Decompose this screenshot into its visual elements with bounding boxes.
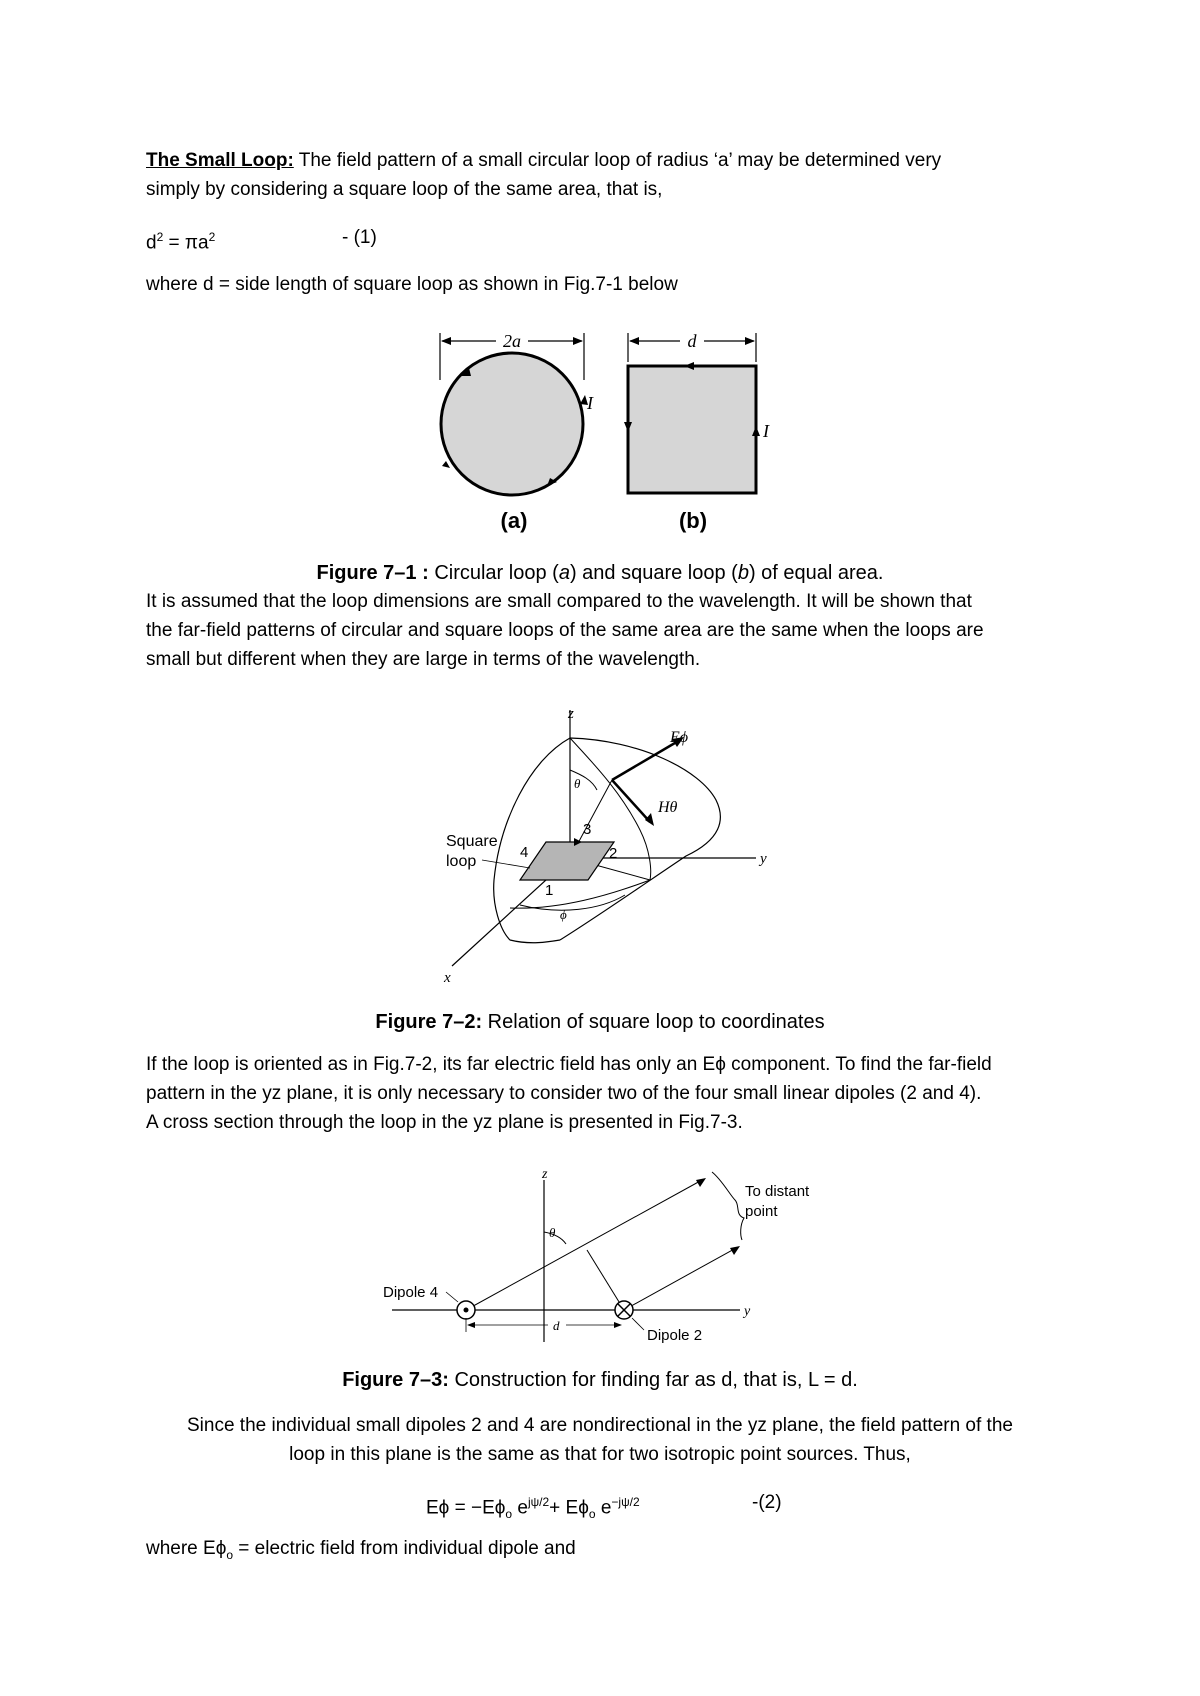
label-phi: ϕ <box>560 907 567 922</box>
subfig-b: (b) <box>678 508 708 533</box>
eq1-sup-lhs: 2 <box>156 230 164 244</box>
caption-part-1: Circular loop ( <box>428 562 559 584</box>
axis-y: y <box>760 851 767 867</box>
eq2-sup1: jψ/2 <box>527 1495 550 1509</box>
label-h-theta: Hθ <box>658 799 678 816</box>
label-to-distant: To distant <box>745 1183 810 1200</box>
axis-y: y <box>744 1304 751 1319</box>
caption-a: a <box>558 562 570 584</box>
section-title: The Small Loop: <box>146 150 294 171</box>
eq2-sub1: o <box>505 1507 513 1522</box>
para3-line-3: A cross section through the loop in the yz plane is presented in Fig.7-3. <box>146 1112 743 1133</box>
eq2-d: e <box>595 1497 612 1519</box>
caption-label: Figure 7–2: <box>375 1011 483 1033</box>
caption-label: Figure 7–1 : <box>316 562 429 584</box>
caption-b: b <box>737 562 749 584</box>
caption-text: Construction for finding far as d, that is, L = d. <box>448 1369 858 1391</box>
eq2-sub2: o <box>588 1507 596 1522</box>
where-e-line <box>146 1534 576 1570</box>
label-i-b: I <box>763 421 769 441</box>
where-e-sub: o <box>226 1547 234 1562</box>
where-e-a: where Eϕ <box>146 1538 227 1559</box>
eq2-b: e <box>512 1497 528 1519</box>
label-square: Square <box>446 833 498 850</box>
para2-line-1: It is assumed that the loop dimensions are small compared to the wavelength. It will be shown that <box>146 591 972 612</box>
label-point: point <box>745 1203 778 1220</box>
para3-line-2: pattern in the yz plane, it is only necessary to consider two of the four small linear dipoles (2 and 4). <box>146 1083 982 1104</box>
para4-line-2: loop in this plane is the same as that for two isotropic point sources. Thus, <box>289 1444 911 1465</box>
label-theta: θ <box>549 1225 556 1240</box>
eq2-sup2: −jψ/2 <box>611 1495 640 1509</box>
label-3: 3 <box>583 821 592 838</box>
axis-x: x <box>444 970 451 986</box>
caption-label: Figure 7–3: <box>342 1369 449 1391</box>
label-loop: loop <box>446 853 477 870</box>
label-2a: 2a <box>503 331 521 351</box>
figure-7-3-caption <box>0 1366 1200 1395</box>
equation-2 <box>426 1488 640 1529</box>
label-dipole-2: Dipole 2 <box>647 1327 703 1344</box>
equation-1-number: - (1) <box>342 227 377 248</box>
para4-line-1: Since the individual small dipoles 2 and 4 are nondirectional in the yz plane, the field pattern of the <box>187 1415 1013 1436</box>
label-dipole-4: Dipole 4 <box>383 1284 439 1301</box>
eq1-sup-rhs: 2 <box>208 230 216 244</box>
eq1-mid: = πa <box>163 232 209 254</box>
label-1: 1 <box>545 882 554 899</box>
axis-z: z <box>542 1167 548 1182</box>
para2-line-3: small but different when they are large in terms of the wavelength. <box>146 649 701 670</box>
label-4: 4 <box>520 844 529 861</box>
intro-line-2: simply by considering a square loop of the same area, that is, <box>146 179 663 200</box>
caption-part-3: ) of equal area. <box>748 562 884 584</box>
para3-line-1: If the loop is oriented as in Fig.7-2, its far electric field has only an Eϕ component. To find the far-field <box>146 1054 992 1075</box>
para2-line-2: the far-field patterns of circular and square loops of the same area are the same when the loops are <box>146 620 984 641</box>
intro-text: The field pattern of a small circular loop of radius ‘a’ may be determined very <box>293 150 942 171</box>
subfig-a: (a) <box>500 508 528 533</box>
caption-part-2: ) and square loop ( <box>569 562 738 584</box>
label-theta: θ <box>574 776 581 791</box>
caption-text: Relation of square loop to coordinates <box>482 1011 825 1033</box>
where-e-b: = electric field from individual dipole and <box>233 1538 576 1559</box>
label-i-a: I <box>587 393 593 413</box>
label-2: 2 <box>609 845 618 862</box>
eq2-c: + Eϕ <box>549 1497 589 1519</box>
where-d-line: where d = side length of square loop as shown in Fig.7-1 below <box>146 274 678 295</box>
eq2-a: Eϕ = −Eϕ <box>426 1497 506 1519</box>
equation-2-number: -(2) <box>752 1492 782 1513</box>
label-e-phi: Eϕ <box>670 729 689 746</box>
eq1-lhs: d <box>146 232 157 254</box>
label-d: d <box>687 331 697 351</box>
axis-z: z <box>568 706 574 722</box>
label-d: d <box>553 1318 560 1333</box>
